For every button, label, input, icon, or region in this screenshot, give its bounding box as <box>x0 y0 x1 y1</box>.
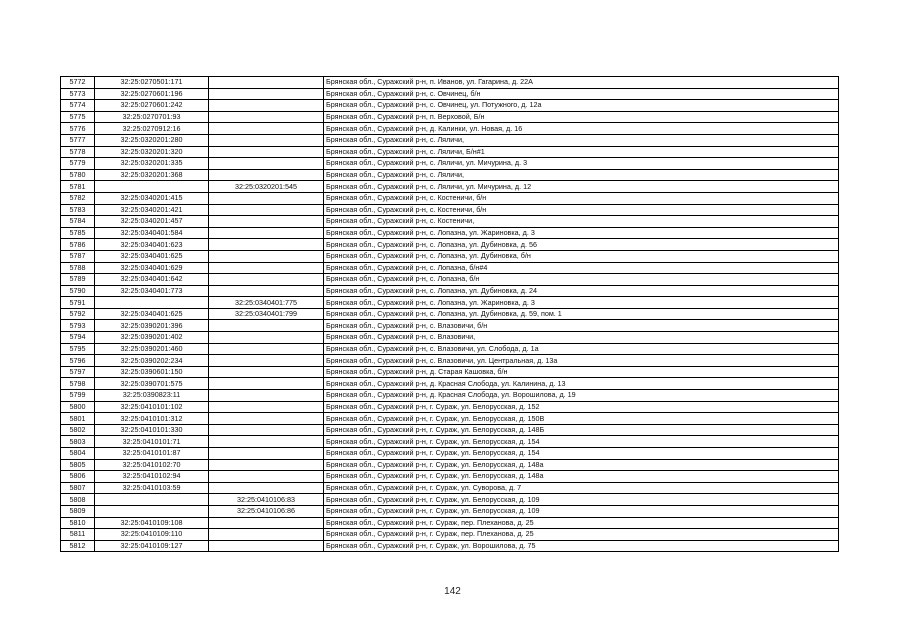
cadastral-number-cell: 32:25:0270601:196 <box>95 88 209 100</box>
cadastral-number-cell: 32:25:0410109:127 <box>95 540 209 552</box>
address-cell: Брянская обл., Суражский р-н, п. Иванов, ул. Гагарина, д. 22А <box>324 77 839 89</box>
row-number-cell: 5800 <box>61 401 95 413</box>
cadastral-number-cell: 32:25:0340401:642 <box>95 274 209 286</box>
cadastral-number-cell: 32:25:0410102:70 <box>95 459 209 471</box>
cadastral-number-cell: 32:25:0410101:330 <box>95 424 209 436</box>
related-cadastral-number-cell <box>209 471 324 483</box>
table-row <box>61 297 839 309</box>
cadastral-number-cell <box>95 297 209 309</box>
address-cell: Брянская обл., Суражский р-н, с. Костеничи, б/н <box>324 204 839 216</box>
cadastral-number-cell: 32:25:0270501:171 <box>95 77 209 89</box>
related-cadastral-number-cell <box>209 134 324 146</box>
address-cell: Брянская обл., Суражский р-н, г. Сураж, ул. Белорусская, д. 148а <box>324 459 839 471</box>
cadastral-number-cell: 32:25:0410101:71 <box>95 436 209 448</box>
table-row <box>61 134 839 146</box>
table-row <box>61 181 839 193</box>
related-cadastral-number-cell <box>209 320 324 332</box>
address-cell: Брянская обл., Суражский р-н, с. Ляличи, <box>324 134 839 146</box>
address-cell: Брянская обл., Суражский р-н, с. Лопазна, ул. Дубиновка, д. 56 <box>324 239 839 251</box>
cadastral-number-cell: 32:25:0390701:575 <box>95 378 209 390</box>
table-row <box>61 540 839 552</box>
address-cell: Брянская обл., Суражский р-н, с. Лопазна, ул. Дубиновка, д. 24 <box>324 285 839 297</box>
related-cadastral-number-cell <box>209 529 324 541</box>
related-cadastral-number-cell <box>209 216 324 228</box>
address-cell: Брянская обл., Суражский р-н, г. Сураж, ул. Белорусская, д. 152 <box>324 401 839 413</box>
table-row <box>61 459 839 471</box>
cadastral-number-cell: 32:25:0320201:280 <box>95 134 209 146</box>
related-cadastral-number-cell <box>209 146 324 158</box>
cadastral-number-cell: 32:25:0270701:93 <box>95 111 209 123</box>
row-number-cell: 5777 <box>61 134 95 146</box>
cadastral-number-cell: 32:25:0340401:773 <box>95 285 209 297</box>
address-cell: Брянская обл., Суражский р-н, г. Сураж, ул. Ворошилова, д. 75 <box>324 540 839 552</box>
table-row <box>61 320 839 332</box>
table-row <box>61 378 839 390</box>
cadastral-number-cell: 32:25:0340401:584 <box>95 227 209 239</box>
related-cadastral-number-cell <box>209 401 324 413</box>
address-cell: Брянская обл., Суражский р-н, с. Ляличи, Б/н#1 <box>324 146 839 158</box>
cadastral-number-cell: 32:25:0410101:312 <box>95 413 209 425</box>
address-cell: Брянская обл., Суражский р-н, с. Лопазна, ул. Жариновка, д. 3 <box>324 297 839 309</box>
address-cell: Брянская обл., Суражский р-н, п. Верховой, Б/н <box>324 111 839 123</box>
address-cell: Брянская обл., Суражский р-н, с. Влазовичи, <box>324 332 839 344</box>
table-row <box>61 343 839 355</box>
cadastral-number-cell: 32:25:0410101:102 <box>95 401 209 413</box>
related-cadastral-number-cell <box>209 88 324 100</box>
related-cadastral-number-cell <box>209 448 324 460</box>
table-row <box>61 413 839 425</box>
row-number-cell: 5799 <box>61 390 95 402</box>
cadastral-number-cell: 32:25:0340401:625 <box>95 250 209 262</box>
address-cell: Брянская обл., Суражский р-н, с. Овчинец, б/н <box>324 88 839 100</box>
table-row <box>61 204 839 216</box>
row-number-cell: 5779 <box>61 158 95 170</box>
table-row <box>61 517 839 529</box>
cadastral-number-cell: 32:25:0340201:457 <box>95 216 209 228</box>
cadastral-number-cell: 32:25:0270912:16 <box>95 123 209 135</box>
address-cell: Брянская обл., Суражский р-н, г. Сураж, ул. Белорусская, д. 154 <box>324 448 839 460</box>
address-cell: Брянская обл., Суражский р-н, с. Костеничи, б/н <box>324 192 839 204</box>
cadastral-number-cell: 32:25:0320201:368 <box>95 169 209 181</box>
related-cadastral-number-cell <box>209 517 324 529</box>
row-number-cell: 5797 <box>61 366 95 378</box>
related-cadastral-number-cell: 32:25:0410106:86 <box>209 505 324 517</box>
address-cell: Брянская обл., Суражский р-н, с. Влазовичи, б/н <box>324 320 839 332</box>
related-cadastral-number-cell <box>209 111 324 123</box>
table-row <box>61 192 839 204</box>
table-row <box>61 424 839 436</box>
row-number-cell: 5786 <box>61 239 95 251</box>
row-number-cell: 5788 <box>61 262 95 274</box>
cadastral-number-cell: 32:25:0340401:629 <box>95 262 209 274</box>
related-cadastral-number-cell <box>209 250 324 262</box>
table-row <box>61 250 839 262</box>
address-cell: Брянская обл., Суражский р-н, г. Сураж, ул. Суворова, д. 7 <box>324 482 839 494</box>
row-number-cell: 5774 <box>61 100 95 112</box>
table-row <box>61 355 839 367</box>
cadastral-number-cell: 32:25:0410109:110 <box>95 529 209 541</box>
address-cell: Брянская обл., Суражский р-н, г. Сураж, пер. Плеханова, д. 25 <box>324 517 839 529</box>
table-row <box>61 169 839 181</box>
address-cell: Брянская обл., Суражский р-н, с. Влазовичи, ул. Центральная, д. 13а <box>324 355 839 367</box>
cadastral-number-cell: 32:25:0410101:87 <box>95 448 209 460</box>
cadastral-number-cell: 32:25:0390202:234 <box>95 355 209 367</box>
address-cell: Брянская обл., Суражский р-н, г. Сураж, ул. Белорусская, д. 148Б <box>324 424 839 436</box>
cadastral-number-cell: 32:25:0320201:320 <box>95 146 209 158</box>
row-number-cell: 5807 <box>61 482 95 494</box>
related-cadastral-number-cell <box>209 378 324 390</box>
address-cell: Брянская обл., Суражский р-н, д. Старая Кашовка, б/н <box>324 366 839 378</box>
related-cadastral-number-cell <box>209 343 324 355</box>
table-row <box>61 482 839 494</box>
row-number-cell: 5778 <box>61 146 95 158</box>
cadastral-number-cell: 32:25:0390601:150 <box>95 366 209 378</box>
table-row <box>61 88 839 100</box>
page-number: 142 <box>444 586 461 597</box>
row-number-cell: 5806 <box>61 471 95 483</box>
table-row <box>61 308 839 320</box>
address-cell: Брянская обл., Суражский р-н, г. Сураж, пер. Плеханова, д. 25 <box>324 529 839 541</box>
address-cell: Брянская обл., Суражский р-н, г. Сураж, ул. Белорусская, д. 148а <box>324 471 839 483</box>
table-row <box>61 529 839 541</box>
cadastral-number-cell <box>95 494 209 506</box>
address-cell: Брянская обл., Суражский р-н, с. Ляличи, ул. Мичурина, д. 12 <box>324 181 839 193</box>
address-cell: Брянская обл., Суражский р-н, с. Костеничи, <box>324 216 839 228</box>
table-row <box>61 471 839 483</box>
related-cadastral-number-cell <box>209 262 324 274</box>
related-cadastral-number-cell <box>209 158 324 170</box>
cadastral-number-cell: 32:25:0390201:460 <box>95 343 209 355</box>
address-cell: Брянская обл., Суражский р-н, с. Лопазна, б/н#4 <box>324 262 839 274</box>
address-cell: Брянская обл., Суражский р-н, г. Сураж, ул. Белорусская, д. 109 <box>324 494 839 506</box>
cadastral-number-cell: 32:25:0340401:623 <box>95 239 209 251</box>
related-cadastral-number-cell <box>209 436 324 448</box>
table-row <box>61 436 839 448</box>
table-row <box>61 332 839 344</box>
related-cadastral-number-cell <box>209 123 324 135</box>
related-cadastral-number-cell <box>209 274 324 286</box>
related-cadastral-number-cell <box>209 332 324 344</box>
related-cadastral-number-cell <box>209 366 324 378</box>
address-cell: Брянская обл., Суражский р-н, г. Сураж, ул. Белорусская, д. 109 <box>324 505 839 517</box>
row-number-cell: 5793 <box>61 320 95 332</box>
related-cadastral-number-cell <box>209 540 324 552</box>
table-row <box>61 494 839 506</box>
table-row <box>61 285 839 297</box>
cadastral-number-cell: 32:25:0390823:11 <box>95 390 209 402</box>
address-cell: Брянская обл., Суражский р-н, с. Ляличи, ул. Мичурина, д. 3 <box>324 158 839 170</box>
related-cadastral-number-cell <box>209 390 324 402</box>
address-cell: Брянская обл., Суражский р-н, с. Влазовичи, ул. Слобода, д. 1а <box>324 343 839 355</box>
row-number-cell: 5781 <box>61 181 95 193</box>
table-row <box>61 216 839 228</box>
row-number-cell: 5798 <box>61 378 95 390</box>
related-cadastral-number-cell <box>209 482 324 494</box>
cadastral-number-cell: 32:25:0410102:94 <box>95 471 209 483</box>
row-number-cell: 5808 <box>61 494 95 506</box>
row-number-cell: 5780 <box>61 169 95 181</box>
row-number-cell: 5810 <box>61 517 95 529</box>
related-cadastral-number-cell <box>209 204 324 216</box>
related-cadastral-number-cell <box>209 169 324 181</box>
related-cadastral-number-cell: 32:25:0340401:775 <box>209 297 324 309</box>
related-cadastral-number-cell <box>209 77 324 89</box>
cadastral-number-cell: 32:25:0340401:625 <box>95 308 209 320</box>
address-cell: Брянская обл., Суражский р-н, с. Лопазна, б/н <box>324 274 839 286</box>
address-cell: Брянская обл., Суражский р-н, д. Красная Слобода, ул. Калинина, д. 13 <box>324 378 839 390</box>
related-cadastral-number-cell <box>209 413 324 425</box>
related-cadastral-number-cell <box>209 227 324 239</box>
related-cadastral-number-cell: 32:25:0410106:83 <box>209 494 324 506</box>
related-cadastral-number-cell <box>209 100 324 112</box>
row-number-cell: 5809 <box>61 505 95 517</box>
table-row <box>61 448 839 460</box>
row-number-cell: 5789 <box>61 274 95 286</box>
table-row <box>61 390 839 402</box>
table-row <box>61 274 839 286</box>
cadastral-number-cell: 32:25:0320201:335 <box>95 158 209 170</box>
row-number-cell: 5772 <box>61 77 95 89</box>
cadastral-number-cell: 32:25:0390201:402 <box>95 332 209 344</box>
related-cadastral-number-cell <box>209 285 324 297</box>
address-cell: Брянская обл., Суражский р-н, д. Красная Слобода, ул. Ворошилова, д. 19 <box>324 390 839 402</box>
table-row <box>61 239 839 251</box>
related-cadastral-number-cell: 32:25:0340401:799 <box>209 308 324 320</box>
row-number-cell: 5783 <box>61 204 95 216</box>
registry-table-body <box>61 77 839 552</box>
cadastral-number-cell: 32:25:0340201:421 <box>95 204 209 216</box>
row-number-cell: 5787 <box>61 250 95 262</box>
row-number-cell: 5811 <box>61 529 95 541</box>
row-number-cell: 5784 <box>61 216 95 228</box>
address-cell: Брянская обл., Суражский р-н, с. Ляличи, <box>324 169 839 181</box>
related-cadastral-number-cell <box>209 424 324 436</box>
row-number-cell: 5792 <box>61 308 95 320</box>
row-number-cell: 5803 <box>61 436 95 448</box>
address-cell: Брянская обл., Суражский р-н, с. Лопазна, ул. Дубиновка, б/н <box>324 250 839 262</box>
row-number-cell: 5773 <box>61 88 95 100</box>
table-row <box>61 146 839 158</box>
table-row <box>61 401 839 413</box>
address-cell: Брянская обл., Суражский р-н, с. Лопазна, ул. Жариновка, д. 3 <box>324 227 839 239</box>
cadastral-number-cell <box>95 505 209 517</box>
table-row <box>61 111 839 123</box>
row-number-cell: 5796 <box>61 355 95 367</box>
related-cadastral-number-cell <box>209 355 324 367</box>
related-cadastral-number-cell: 32:25:0320201:545 <box>209 181 324 193</box>
address-cell: Брянская обл., Суражский р-н, г. Сураж, ул. Белорусская, д. 154 <box>324 436 839 448</box>
row-number-cell: 5776 <box>61 123 95 135</box>
row-number-cell: 5791 <box>61 297 95 309</box>
address-cell: Брянская обл., Суражский р-н, г. Сураж, ул. Белорусская, д. 150В <box>324 413 839 425</box>
table-row <box>61 158 839 170</box>
table-row <box>61 366 839 378</box>
row-number-cell: 5802 <box>61 424 95 436</box>
table-row <box>61 505 839 517</box>
cadastral-number-cell: 32:25:0390201:396 <box>95 320 209 332</box>
address-cell: Брянская обл., Суражский р-н, с. Лопазна, ул. Дубиновка, д. 59, пом. 1 <box>324 308 839 320</box>
table-row <box>61 100 839 112</box>
row-number-cell: 5790 <box>61 285 95 297</box>
property-registry-table <box>60 76 839 552</box>
related-cadastral-number-cell <box>209 192 324 204</box>
cadastral-number-cell: 32:25:0270601:242 <box>95 100 209 112</box>
address-cell: Брянская обл., Суражский р-н, д. Калинки, ул. Новая, д. 16 <box>324 123 839 135</box>
row-number-cell: 5805 <box>61 459 95 471</box>
cadastral-number-cell: 32:25:0340201:415 <box>95 192 209 204</box>
table-row <box>61 227 839 239</box>
row-number-cell: 5795 <box>61 343 95 355</box>
related-cadastral-number-cell <box>209 239 324 251</box>
cadastral-number-cell: 32:25:0410109:108 <box>95 517 209 529</box>
row-number-cell: 5794 <box>61 332 95 344</box>
row-number-cell: 5812 <box>61 540 95 552</box>
address-cell: Брянская обл., Суражский р-н, с. Овчинец, ул. Потужного, д. 12а <box>324 100 839 112</box>
row-number-cell: 5775 <box>61 111 95 123</box>
related-cadastral-number-cell <box>209 459 324 471</box>
table-row <box>61 77 839 89</box>
cadastral-number-cell: 32:25:0410103:59 <box>95 482 209 494</box>
row-number-cell: 5782 <box>61 192 95 204</box>
row-number-cell: 5804 <box>61 448 95 460</box>
table-row <box>61 262 839 274</box>
table-row <box>61 123 839 135</box>
row-number-cell: 5785 <box>61 227 95 239</box>
row-number-cell: 5801 <box>61 413 95 425</box>
cadastral-number-cell <box>95 181 209 193</box>
